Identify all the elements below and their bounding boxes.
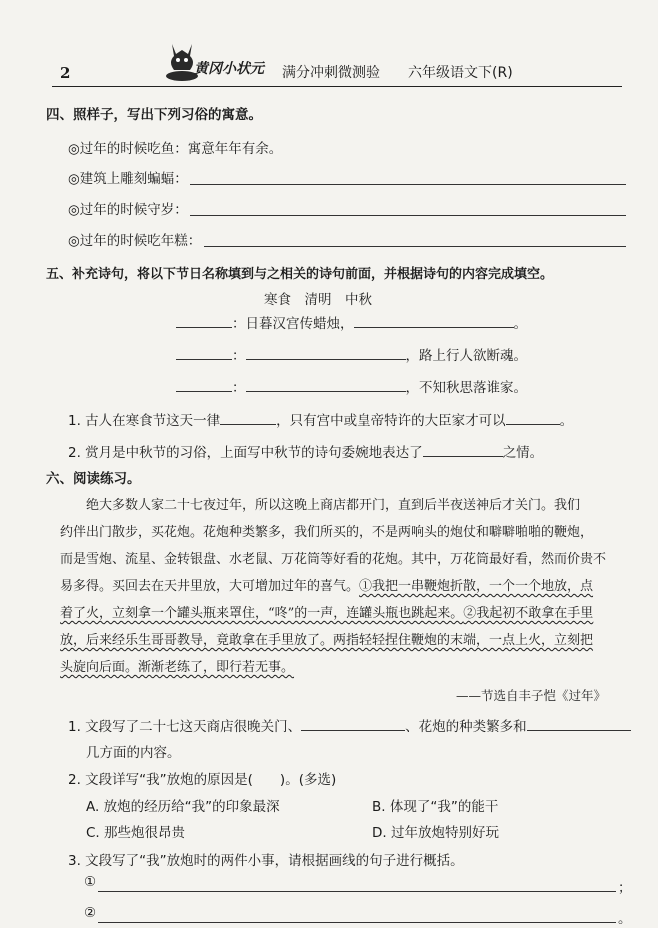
passage-line [60,629,593,648]
poem-line-2 [176,344,527,364]
section4-item-3: ◎过年的时候吃年糕： [68,233,202,249]
answer-blank[interactable] [190,215,626,216]
header-subtitle: 六年级语文下(R) [408,65,513,81]
q3-marker-2: ② [84,905,97,921]
poem-text: ： [232,380,246,396]
passage-line [60,656,294,675]
answer-blank[interactable] [204,246,626,247]
header-title: 满分冲刺微测验 [282,65,380,81]
answer-blank[interactable] [301,715,405,731]
question-text: 1. 古人在寒食节这天一律 [68,413,221,429]
q3-end-1: ； [618,880,632,896]
option-d[interactable]: D. 过年放炮特别好玩 [372,825,499,841]
poem-text: ： [232,348,246,364]
poem-text: ：日暮汉宫传蜡烛， [232,316,354,332]
section6-q3-stem: 3. 文段写了“我”放炮时的两件小事，请根据画线的句子进行概括。 [68,853,464,869]
section6-q1 [68,715,631,735]
section6-q1-cont: 几方面的内容。 [86,745,181,761]
answer-blank[interactable] [527,715,631,731]
answer-blank[interactable] [506,409,560,425]
underlined-sentence-2: 放，后来经乐生哥哥教导，竟敢拿在手里放了。两指轻轻捏住鞭炮的末端，一点上火，立刻把 [60,633,594,648]
passage-line: 约伴出门散步，买花炮。花炮种类繁多，我们所买的，不是两响头的炮仗和噼噼啪啪的鞭炮， [60,525,594,540]
answer-blank[interactable] [98,922,616,923]
passage-source: ——节选自丰子恺《过年》 [456,688,607,703]
poem-text: ，不知秋思落谁家。 [405,380,527,396]
section6-heading: 六、阅读练习。 [46,471,141,487]
question-text: 之情。 [502,445,544,461]
question-text: 1. 文段写了二十七这天商店很晚关门、 [68,719,302,735]
answer-blank[interactable] [176,344,232,360]
underlined-sentence-1: ①我把一串鞭炮折散，一个一个地放，点 [359,579,594,594]
answer-blank[interactable] [176,312,232,328]
answer-blank[interactable] [246,344,406,360]
section5-q2 [68,441,543,461]
section4-example: ◎过年的时候吃鱼：寓意年年有余。 [68,141,283,157]
poem-line-1 [176,312,527,332]
passage-line: 绝大多数人家二十七夜过年，所以这晚上商店都开门，直到后半夜送神后才关门。我们 [86,498,581,513]
answer-blank[interactable] [246,376,406,392]
passage-line: 而是雪炮、流星、金转银盘、水老鼠、万花筒等好看的花炮。其中，万花筒最好看，然而价贵不 [60,552,607,567]
poem-line-3 [176,376,527,396]
answer-blank[interactable] [190,184,626,185]
question-text: ，只有宫中或皇帝特许的大臣家才可以 [276,413,506,429]
answer-blank[interactable] [423,441,503,457]
option-a[interactable]: A. 放炮的经历给“我”的印象最深 [86,799,280,815]
page-number: 2 [60,64,71,82]
answer-blank[interactable] [176,376,232,392]
underlined-sentence-2: 头旋向后面。渐渐老练了，即行若无事。 [60,660,295,675]
underlined-sentence-2: ②我起初不敢拿在手里 [463,606,594,621]
section4-item-2: ◎过年的时候守岁： [68,202,188,218]
q3-marker-1: ① [84,874,97,890]
festival-list: 寒食 清明 中秋 [264,292,372,308]
passage-line [60,575,593,594]
answer-blank[interactable] [354,312,514,328]
answer-blank[interactable] [220,409,276,425]
passage-line [60,602,593,621]
section6-q2-stem: 2. 文段详写“我”放炮的原因是( )。(多选) [68,772,337,788]
poem-text: ，路上行人欲断魂。 [405,348,527,364]
logo [160,40,280,80]
logo-text: 黄冈小状元 [194,61,264,77]
section5-heading: 五、补充诗句，将以下节日名称填到与之相关的诗句前面，并根据诗句的内容完成填空。 [46,267,554,282]
option-b[interactable]: B. 体现了“我”的能干 [372,799,499,815]
section5-q1 [68,409,573,429]
question-text: 2. 赏月是中秋节的习俗，上面写中秋节的诗句委婉地表达了 [68,445,423,461]
q3-end-2: 。 [618,911,632,927]
passage-text: 易多得。买回去在天井里放，大可增加过年的喜气。 [60,579,360,594]
header-rule [52,86,622,87]
poem-text: 。 [513,316,527,332]
option-c[interactable]: C. 那些炮很昂贵 [86,825,186,841]
question-text: 、花炮的种类繁多和 [405,719,527,735]
section4-heading: 四、照样子，写出下列习俗的寓意。 [46,107,262,123]
answer-blank[interactable] [98,891,616,892]
underlined-sentence-1: 着了火，立刻拿一个罐头瓶来罩住，“咚”的一声，连罐头瓶也跳起来。 [60,606,464,621]
question-text: 。 [559,413,574,429]
section4-item-1: ◎建筑上雕刻蝙蝠： [68,171,188,187]
